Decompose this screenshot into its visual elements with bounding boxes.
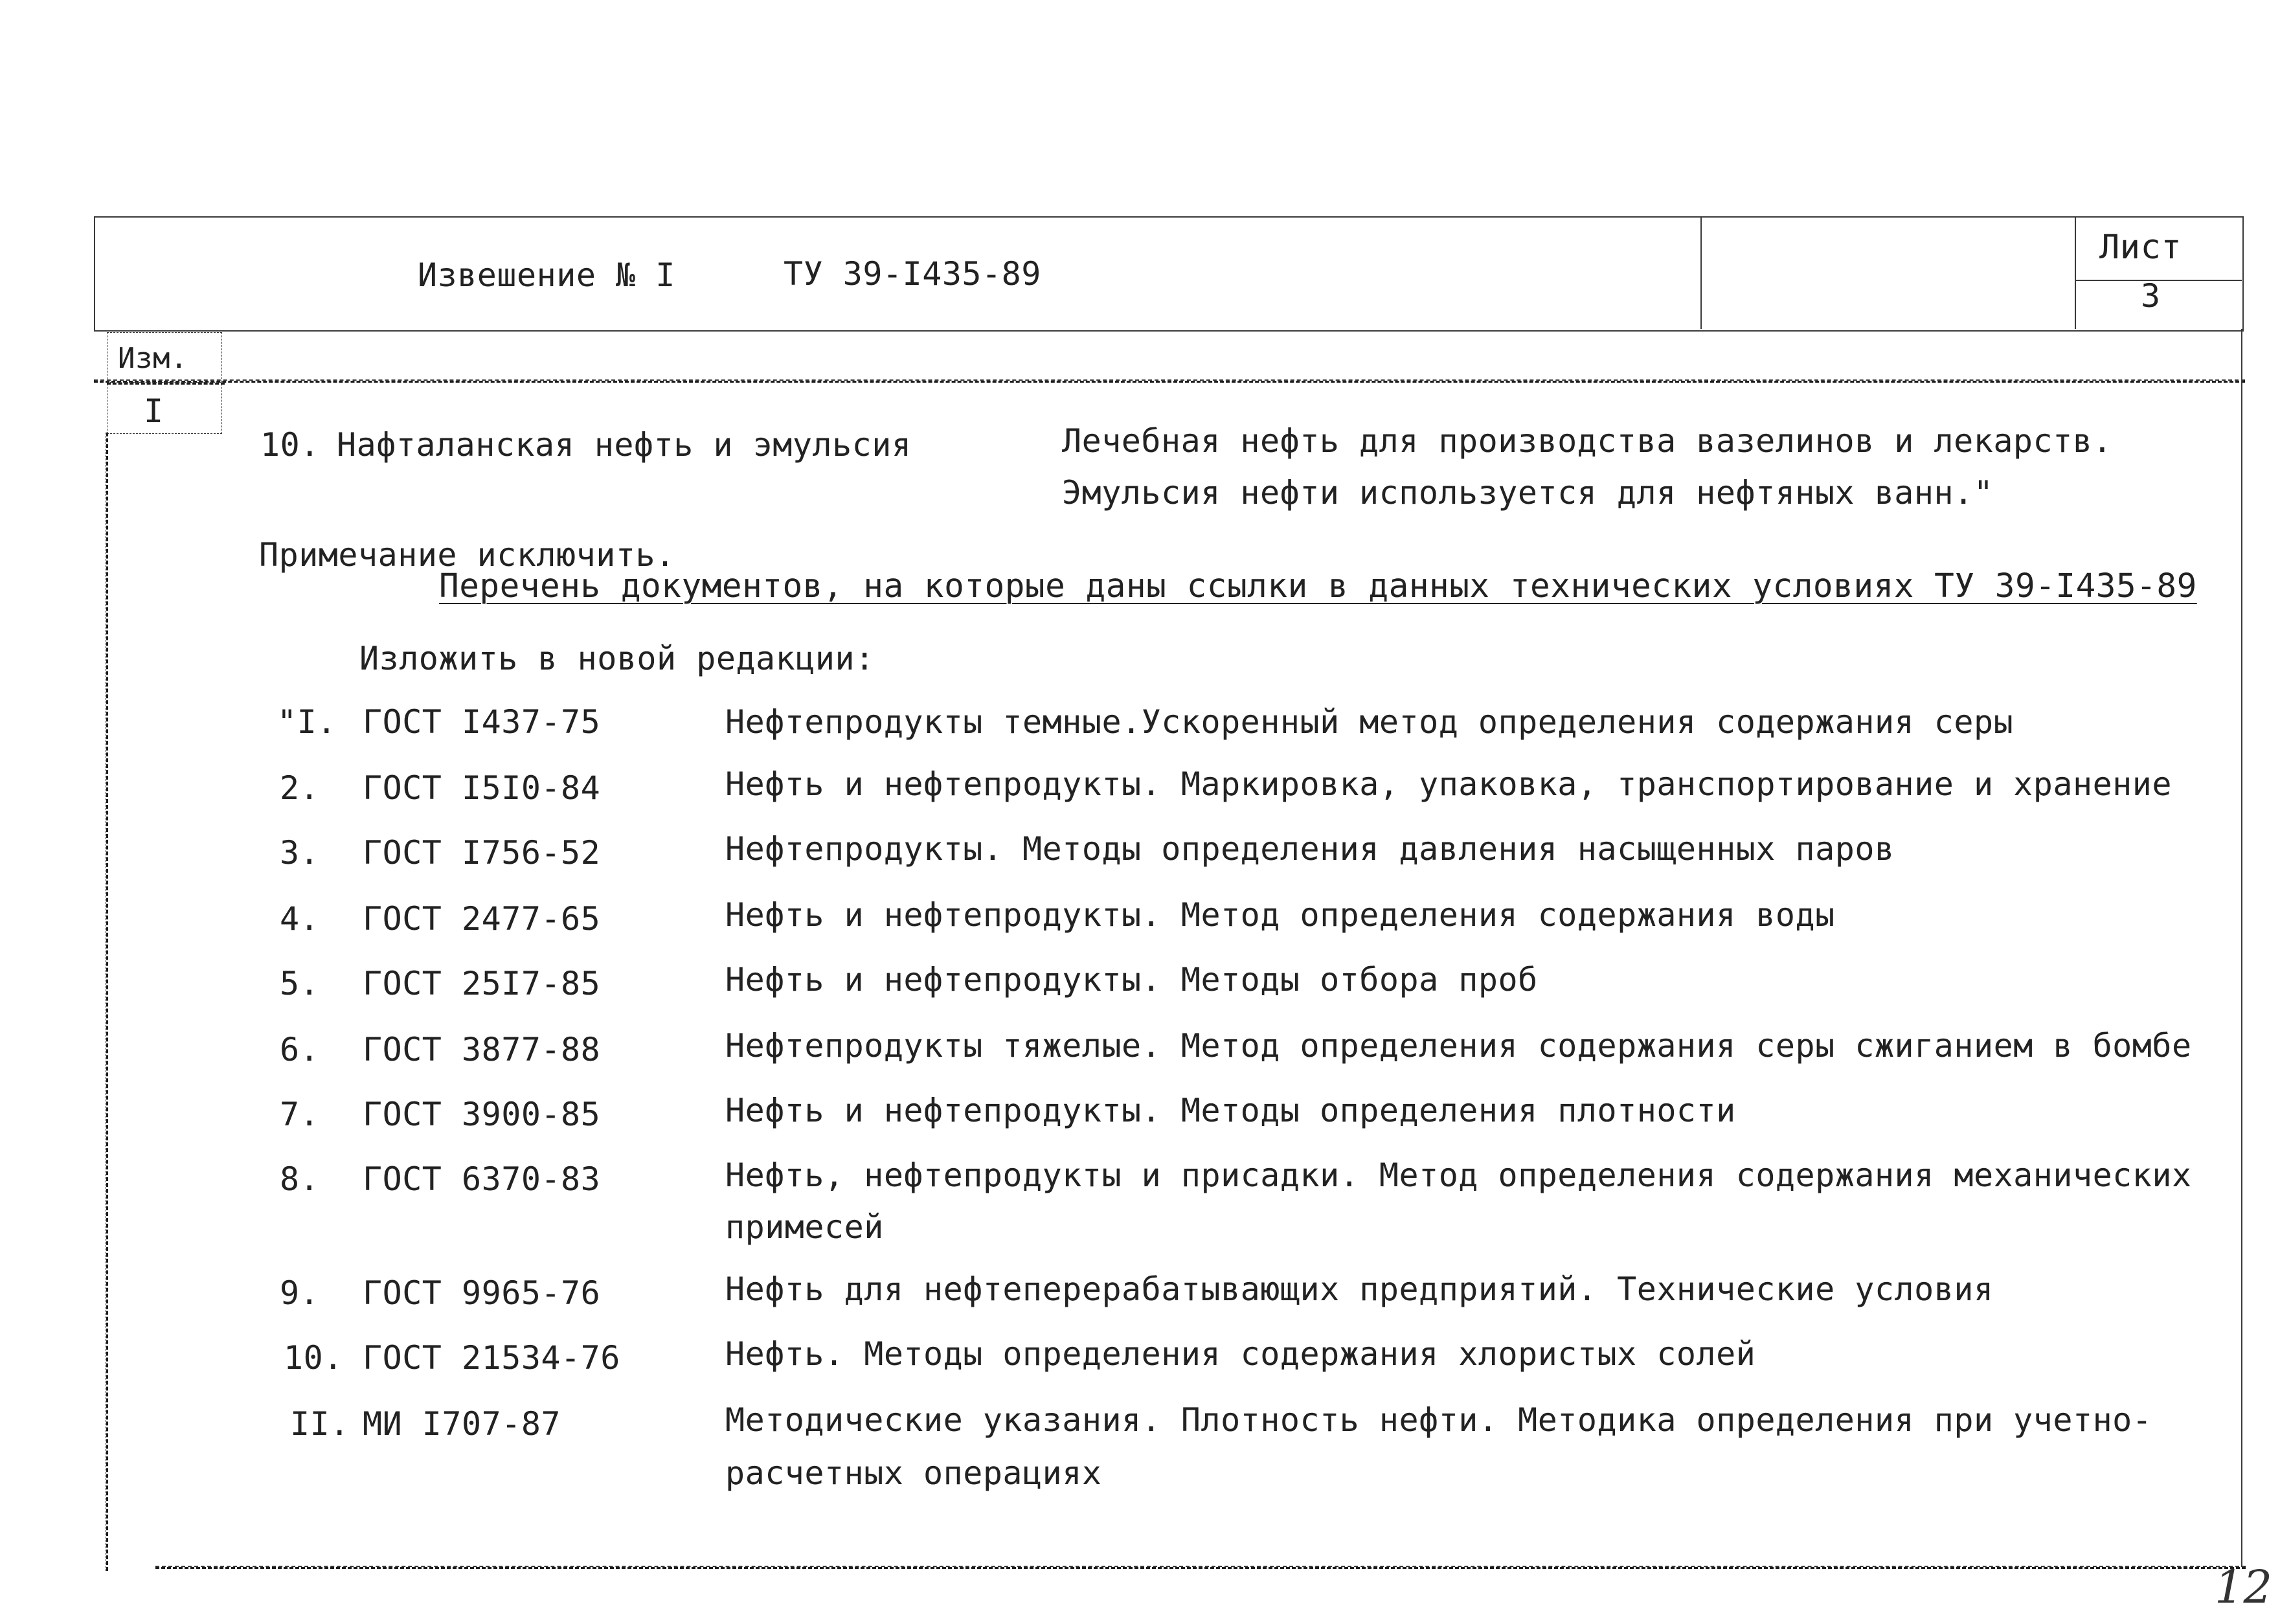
item-code: ГОСТ 3877-88 [363, 1031, 601, 1068]
item-code: ГОСТ I437-75 [363, 703, 601, 741]
note-text: Примечание исключить. [259, 536, 675, 574]
item-title: Нефть для нефтеперерабатывающих предприятий. Технические условия [725, 1270, 1994, 1308]
header-frame [94, 216, 2244, 332]
item-number: 4. [280, 900, 320, 938]
item-title: Нефть и нефтепродукты. Методы определения плотности [725, 1092, 1736, 1129]
item-title: Нефтепродукты темные.Ускоренный метод определения содержания серы [725, 703, 2014, 741]
item-title: Нефтепродукты. Методы определения давления насыщенных паров [725, 830, 1895, 868]
item-title: Нефть и нефтепродукты. Метод определения содержания воды [725, 896, 1835, 934]
item-code: ГОСТ I756-52 [363, 834, 601, 872]
item-number: 3. [280, 834, 320, 872]
item10-name: Нафталанская нефть и эмульсия [337, 426, 912, 464]
spec-number: ТУ 39-I435-89 [784, 255, 1041, 293]
item-title: Нефть и нефтепродукты. Маркировка, упаковка, транспортирование и хранение [725, 765, 2172, 803]
item10-description-line1: Лечебная нефть для производства вазелинов и лекарств. [1062, 422, 2112, 460]
item-code: ГОСТ 9965-76 [363, 1274, 601, 1312]
header-divider-right [2075, 216, 2076, 329]
item-number: 7. [280, 1096, 320, 1133]
item-number: 8. [280, 1160, 320, 1198]
item-title: Нефтепродукты тяжелые. Метод определения содержания серы сжиганием в бомбе [725, 1027, 2192, 1065]
body-left-border [106, 433, 108, 1571]
item-title: Нефть и нефтепродукты. Методы отбора проб [725, 961, 1538, 998]
item-code: ГОСТ 6370-83 [363, 1160, 601, 1198]
sheet-number: 3 [2141, 277, 2161, 315]
revision-value: I [144, 392, 164, 430]
item-number: 2. [280, 769, 320, 807]
revision-label: Изм. [118, 342, 188, 375]
item-code: ГОСТ 2477-65 [363, 900, 601, 938]
body-bottom-border [155, 1566, 2246, 1569]
item-number: 6. [280, 1031, 320, 1068]
item-number: 9. [280, 1274, 320, 1312]
item-title: Методические указания. Плотность нефти. Методика определения при учетно- [725, 1401, 2152, 1439]
item-code: МИ I707-87 [363, 1405, 561, 1443]
item-code: ГОСТ 21534-76 [363, 1339, 620, 1377]
header-underline [94, 379, 2245, 383]
item10-description-line2: Эмульсия нефти используется для нефтяных ванн." [1062, 474, 1994, 512]
item-title: Нефть. Методы определения содержания хлористых солей [725, 1335, 1756, 1373]
item-code: ГОСТ 25I7-85 [363, 965, 601, 1002]
notice-number: Извешение № I [418, 256, 675, 294]
revision-box-divider [107, 382, 225, 385]
body-right-border [2241, 329, 2242, 1567]
item-number: 5. [280, 965, 320, 1002]
item-title-continued: расчетных операциях [725, 1454, 1102, 1492]
header-divider-left [1700, 216, 1702, 329]
item-number: II. [290, 1405, 350, 1443]
sheet-label: Лист [2099, 228, 2182, 267]
item-number: 10. [284, 1339, 343, 1377]
item-title-continued: примесей [725, 1208, 884, 1246]
item-title: Нефть, нефтепродукты и присадки. Метод определения содержания механических [725, 1156, 2192, 1194]
handwritten-page-number: 12 [2215, 1561, 2273, 1614]
item10-number: 10. [260, 426, 320, 464]
intro-text: Изложить в новой редакции: [359, 640, 875, 677]
item-number: "I. [277, 703, 337, 741]
list-heading: Перечень документов, на которые даны ссылки в данных технических условиях ТУ 39-I435-89 [439, 567, 2197, 605]
item-code: ГОСТ I5I0-84 [363, 769, 601, 807]
item-code: ГОСТ 3900-85 [363, 1096, 601, 1133]
